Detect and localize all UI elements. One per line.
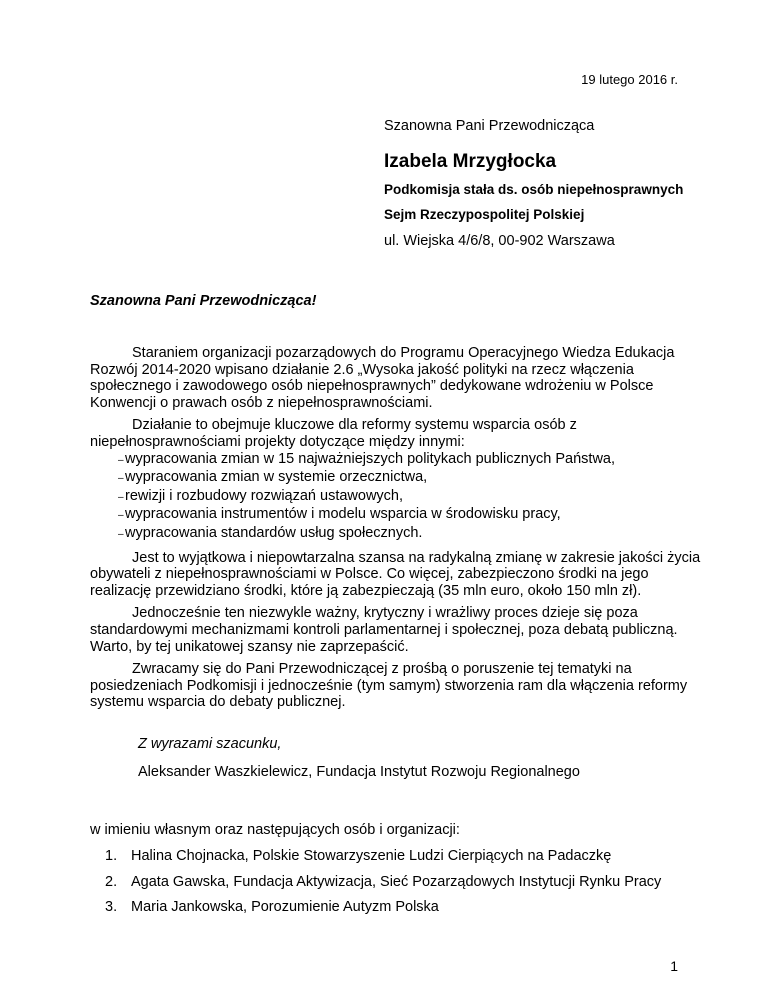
signatories-list [105,848,705,925]
list-item: –rewizji i rozbudowy rozwiązań ustawowych, [118,488,710,507]
recipient-committee: Podkomisja stała ds. osób niepełnosprawnych [384,182,684,197]
list-item: –wypracowania instrumentów i modelu wsparcia w środowisku pracy, [118,506,710,525]
bullet-list [90,451,710,544]
list-item: –wypracowania zmian w systemie orzecznictwa, [118,469,710,488]
recipient-name: Izabela Mrzygłocka [384,151,557,172]
list-item: 2. Agata Gawska, Fundacja Aktywizacja, Sieć Pozarządowych Instytucji Rynku Pracy [105,873,662,890]
recipient-address: ul. Wiejska 4/6/8, 00-902 Warszawa [384,233,615,249]
signer-name: Aleksander Waszkielewicz, Fundacja Instytut Rozwoju Regionalnego [138,764,580,780]
paragraph-2: Działanie to obejmuje kluczowe dla reformy systemu wsparcia osób z niepełnosprawnościami projekty dotyczące między innymi: [90,417,577,450]
paragraph-4: Jednocześnie ten niezwykle ważny, krytyczny i wrażliwy proces dzieje się poza standardowymi mechanizmami kontroli parlamentarnej i społecznej, poza debatą publiczną. Warto, by tej unikatowej szansy nie zaprzepaścić. [90,605,678,655]
salutation: Szanowna Pani Przewodnicząca! [90,293,317,309]
paragraph-1: Staraniem organizacji pozarządowych do Programu Operacyjnego Wiedza Edukacja Rozwój 2014-2020 wpisano działanie 2.6 „Wysoka jakość polityki na rzecz włączenia społecznego i zawodowego osób niepełnosprawnych” dedykowane wdrożeniu w Polsce Konwencji o prawach osób z niepełnosprawnościami. [90,345,675,411]
dash-marker: – [118,454,124,466]
list-item: –wypracowania standardów usług społecznych. [118,525,710,544]
letter-date: 19 lutego 2016 r. [581,72,678,87]
recipient-block [384,118,684,249]
paragraph-3: Jest to wyjątkowa i niepowtarzalna szansa na radykalną zmianę w zakresie jakości życia obywateli z niepełnosprawnościami w Polsce. Co więcej, zabezpieczono środki na jego realizację przewidziano środki, które ją zabezpieczają (35 mln euro, około 150 mln zł). [90,549,701,599]
dash-marker: – [118,473,124,485]
list-item: –wypracowania zmian w 15 najważniejszych politykach publicznych Państwa, [118,451,710,470]
dash-marker: – [118,510,124,522]
recipient-greeting: Szanowna Pani Przewodnicząca [384,118,595,134]
closing-block [138,736,580,780]
recipient-institution: Sejm Rzeczypospolitej Polskiej [384,207,585,222]
list-item: 1. Halina Chojnacka, Polskie Stowarzyszenie Ludzi Cierpiących na Padaczkę [105,848,612,864]
dash-marker: – [118,528,124,540]
on-behalf-intro: w imieniu własnym oraz następujących osób i organizacji: [90,822,460,838]
list-item: 3. Maria Jankowska, Porozumienie Autyzm Polska [105,899,439,916]
paragraph-5: Zwracamy się do Pani Przewodniczącej z prośbą o poruszenie tej tematyki na posiedzeniach Podkomisji i jednocześnie (tym samym) stworzenia ram dla włączenia reformy systemu wsparcia do debaty publicznej. [90,661,688,711]
dash-marker: – [118,491,124,503]
closing-phrase: Z wyrazami szacunku, [138,736,282,752]
page-number: 1 [670,958,678,974]
letter-body [90,345,710,717]
